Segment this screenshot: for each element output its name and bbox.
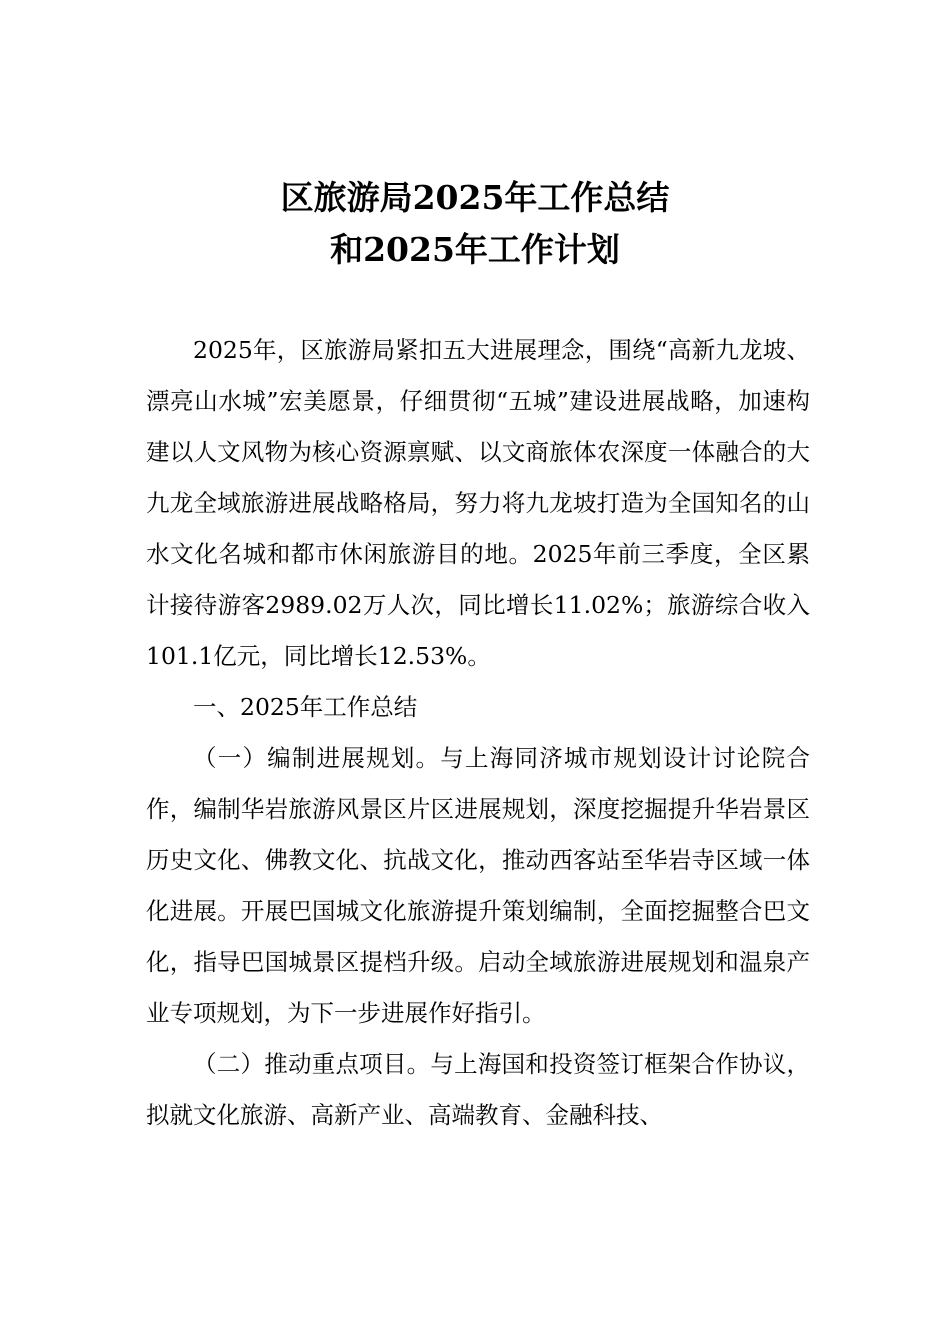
document-title-line1: 区旅游局2025年工作总结 — [280, 178, 670, 217]
document-body — [146, 325, 810, 1141]
paragraph-planning: （一）编制进展规划。与上海同济城市规划设计讨论院合作，编制华岩旅游风景区片区进展规划，深度挖掘提升华岩景区历史文化、佛教文化、抗战文化，推动西客站至华岩寺区域一体化进展。开展巴国城文化旅游提升策划编制，全面挖掘整合巴文化，指导巴国城景区提档升级。启动全域旅游进展规划和温泉产业专项规划，为下一步进展作好指引。 — [146, 744, 810, 1027]
document-title-line2: 和2025年工作计划 — [330, 230, 620, 269]
section-heading-summary: 一、2025年工作总结 — [193, 693, 418, 721]
paragraph-key-projects: （二）推动重点项目。与上海国和投资签订框架合作协议，拟就文化旅游、高新产业、高端教育、金融科技、 — [146, 1050, 810, 1129]
paragraph-intro: 2025年，区旅游局紧扣五大进展理念，围绕“高新九龙坡、漂亮山水城”宏美愿景，仔细贯彻“五城”建设进展战略，加速构建以人文风物为核心资源禀赋、以文商旅体农深度一体融合的大九龙全域旅游进展战略格局，努力将九龙坡打造为全国知名的山水文化名城和都市休闲旅游目的地。2025年前三季度，全区累计接待游客2989.02万人次，同比增长11.02%；旅游综合收入101.1亿元，同比增长12.53%。 — [146, 336, 810, 670]
